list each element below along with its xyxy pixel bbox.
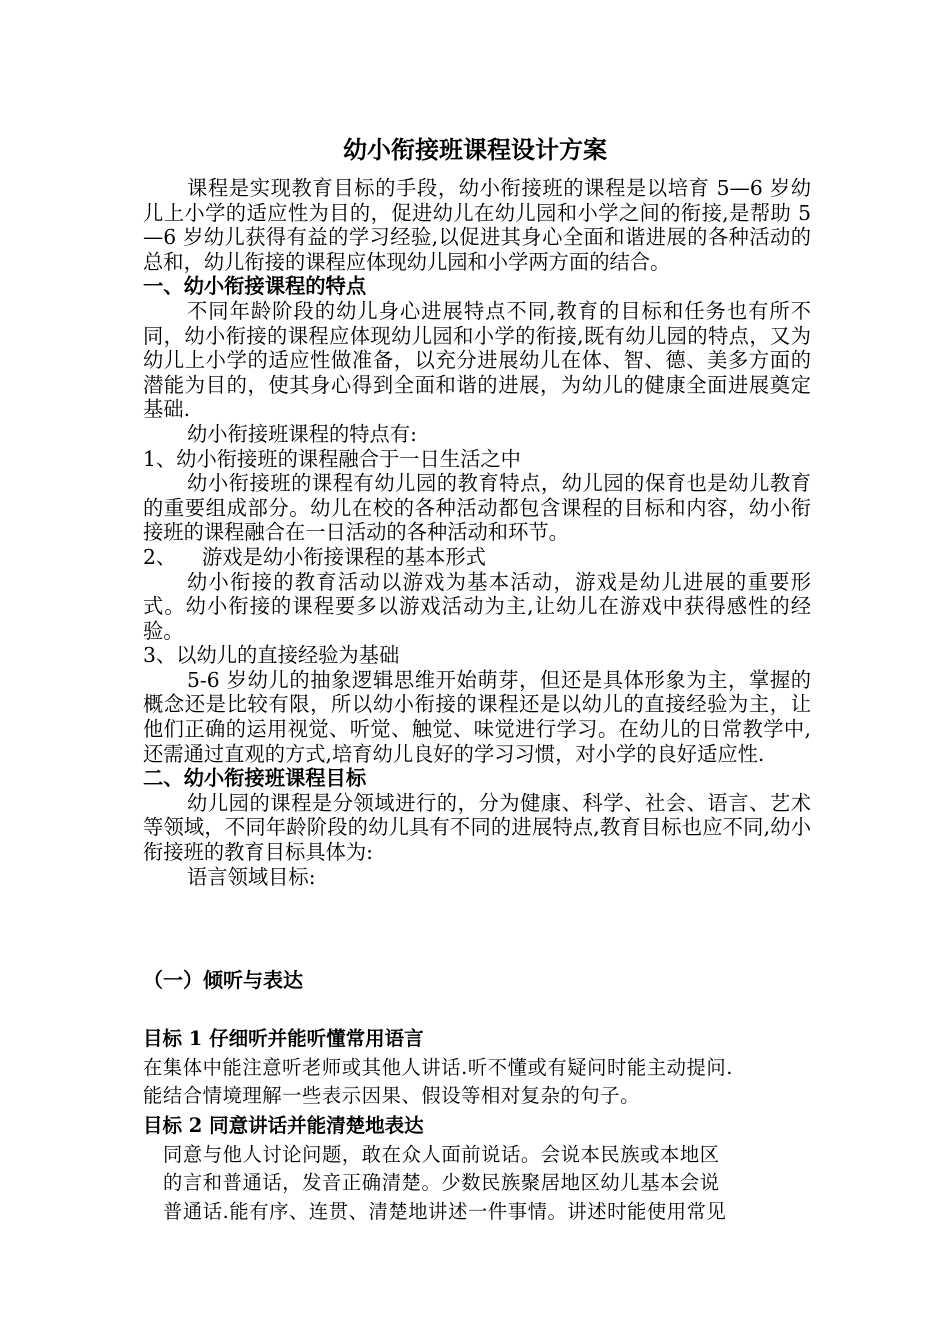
subheading-3: 3、以幼儿的直接经验为基础: [143, 643, 400, 668]
goal-1-line: 能结合情境理解一些表示因果、假设等相对复杂的句子。: [143, 1084, 641, 1108]
document-body: [143, 176, 811, 889]
section-heading-2: 二、幼小衔接班课程目标: [143, 766, 367, 791]
goal-1-text: [143, 1054, 733, 1111]
paragraph-direct-experience: 5-6 岁幼儿的抽象逻辑思维开始萌芽，但还是具体形象为主，掌握的概念还是比较有限，所以幼小衔接的课程还是以幼儿的直接经验为主，让他们正确的运用视觉、听觉、触觉、味觉进行学习。在幼儿的日常教学中,还需通过直观的方式,培育幼儿良好的学习习惯，对小学的良好适应性.: [143, 667, 811, 766]
subheading-1: 1、幼小衔接班的课程融合于一日生活之中: [143, 446, 521, 471]
subsection-heading-listening: （一）倾听与表达: [143, 968, 303, 992]
document-title: 幼小衔接班课程设计方案: [343, 135, 607, 164]
paragraph-goals: 幼儿园的课程是分领域进行的，分为健康、科学、社会、语言、艺术等领域，不同年龄阶段的幼儿具有不同的进展特点,教育目标也应不同,幼小衔接班的教育目标具体为:: [143, 790, 811, 865]
goal-2-text: [163, 1141, 726, 1226]
paragraph-games: 幼小衔接的教育活动以游戏为基本活动，游戏是幼儿进展的重要形式。幼小衔接的课程要多以游戏活动为主,让幼儿在游戏中获得感性的经验。: [143, 569, 811, 643]
goal-1-heading: 目标 1 仔细听并能听懂常用语言: [143, 1027, 424, 1050]
goal-2-line: 的言和普通话，发音正确清楚。少数民族聚居地区幼儿基本会说: [163, 1171, 720, 1195]
goal-1-line: 在集体中能注意听老师或其他人讲话.听不懂或有疑问时能主动提问.: [143, 1056, 734, 1079]
paragraph-language-goals: 语言领域目标:: [187, 864, 316, 889]
paragraph-features: 不同年龄阶段的幼儿身心进展特点不同,教育的目标和任务也有所不同，幼小衔接的课程应体现幼儿园和小学的衔接,既有幼儿园的特点，又为幼儿上小学的适应性做准备，以充分进展幼儿在体、智、德、美多方面的潜能为目的，使其身心得到全面和谐的进展，为幼儿的健康全面进展奠定基础.: [143, 298, 811, 422]
goal-2-heading: 目标 2 同意讲话并能清楚地表达: [143, 1114, 424, 1137]
paragraph-intro: 课程是实现教育目标的手段，幼小衔接班的课程是以培育 5—6 岁幼儿上小学的适应性为目的，促进幼儿在幼儿园和小学之间的衔接,是帮助 5—6 岁幼儿获得有益的学习经验,以促进其身心全面和谐进展的各种活动的总和，幼儿衔接的课程应体现幼儿园和小学两方面的结合。: [143, 176, 811, 274]
subheading-2: 2、 游戏是幼小衔接课程的基本形式: [143, 544, 486, 569]
section-heading-1: 一、幼小衔接课程的特点: [143, 274, 367, 299]
paragraph-daily-life: 幼小衔接班的课程有幼儿园的教育特点，幼儿园的保育也是幼儿教育的重要组成部分。幼儿在校的各种活动都包含课程的目标和内容，幼小衔接班的课程融合在一日活动的各种活动和环节。: [143, 471, 811, 545]
goal-2-line: 同意与他人讨论问题，敢在众人面前说话。会说本民族或本地区: [163, 1143, 720, 1166]
goal-2-line: 普通话.能有序、连贯、清楚地讲述一件事情。讲述时能使用常见: [163, 1199, 727, 1223]
paragraph-features-list-intro: 幼小衔接班课程的特点有:: [187, 421, 417, 446]
